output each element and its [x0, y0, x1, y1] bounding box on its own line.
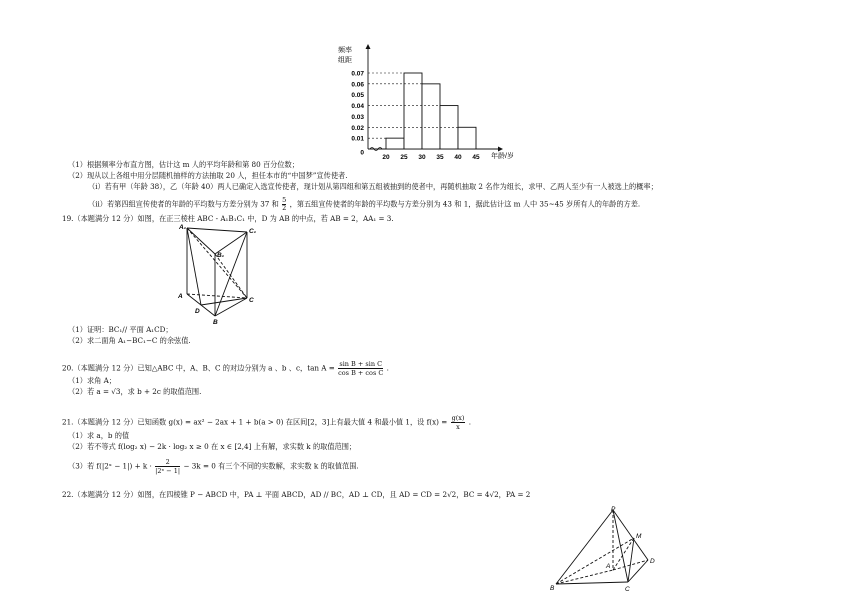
q20-part1: （1）求角 A；: [68, 376, 116, 385]
q19-part1: （1）证明：BC₁// 平面 A₁CD；: [68, 325, 173, 334]
label-C: C: [625, 586, 630, 593]
fraction-denominator: |2ˣ − 1|: [155, 467, 181, 475]
label-B: B: [213, 319, 218, 326]
q18-part2: （2）现从以上各组中用分层随机抽样的方法抽取 20 人，担任本市的“中国梦”宣传使者.: [68, 171, 348, 180]
q21-part1: （1）求 a，b 的值: [68, 431, 130, 440]
x-tick-label: 35: [436, 154, 444, 161]
y-tick-label: 0.06: [351, 81, 364, 89]
fraction-denominator: x: [456, 423, 460, 431]
fraction-numerator: g(x): [451, 414, 465, 422]
label-M: M: [636, 533, 642, 540]
frequency-histogram: [330, 42, 530, 167]
q20-part2: （2）若 a = √3，求 b + 2c 的取值范围.: [68, 387, 202, 396]
x-tick-label: 20: [382, 154, 390, 161]
q18-part2-ii: [88, 197, 640, 212]
fraction-numerator: 2: [155, 458, 180, 467]
q19-stem: 19.（本题满分 12 分）如图，在正三棱柱 ABC - A₁B₁C₁ 中，D 为 AB 的中点，若 AB = 2，AA₁ = 3.: [62, 214, 394, 223]
label-D: D: [650, 558, 655, 565]
q18-part2-ii-text-a: （ii）若第四组宣传使者的年龄的平均数与方差分别为 37 和: [88, 199, 279, 209]
q20-stem-text: 20.（本题满分 12 分）已知△ABC 中，A、B、C 的对边分别为 a 、b 、c，tan A =: [62, 363, 335, 373]
q21-part3: [68, 458, 359, 475]
fraction: [338, 360, 383, 377]
q21-part2: （2）若不等式 f(log₂ x) − 2k · log₂ x ≥ 0 在 x ∈ [2,4] 上有解，求实数 k 的取值范围；: [68, 442, 357, 451]
y-axis-arrow: [366, 44, 371, 49]
fraction-numerator: sin B + sin C: [339, 360, 383, 368]
x-axis-label: 年龄/岁: [491, 153, 514, 160]
label-C: C: [249, 297, 254, 304]
y-tick-label: 0.07: [351, 70, 364, 78]
q18-part2-i: （i）若有甲（年龄 38），乙（年龄 40）两人已确定入选宣传使者，现计划从第四组和第五组被抽到的使者中，再随机抽取 2 名作为组长，求甲、乙两人至少有一人被选上的概率；: [88, 182, 658, 191]
x-axis-arrow: [498, 147, 503, 152]
label-B1: B₁: [217, 252, 224, 259]
histogram-bar: [422, 84, 440, 149]
x-tick-label: 25: [400, 154, 408, 161]
y-tick-label: 0.03: [351, 113, 364, 121]
x-tick-label: 30: [418, 154, 426, 161]
histogram-bar: [404, 73, 422, 149]
y-axis-label-bottom: 组距: [338, 57, 352, 64]
y-tick-label: 0.01: [351, 135, 364, 143]
fraction-denominator: cos B + cos C: [338, 369, 384, 377]
label-P: P: [611, 506, 616, 513]
x-tick-label: 40: [454, 154, 462, 161]
label-A: A: [606, 563, 611, 570]
histogram-bar: [386, 138, 404, 149]
q21-stem-text: 21.（本题满分 12 分）已知函数 g(x) = ax² − 2ax + 1 + b(a > 0) 在区间[2，3]上有最大值 4 和最小值 1，设 f(x) =: [62, 417, 448, 427]
label-C1: C₁: [249, 228, 256, 235]
fraction: [451, 414, 466, 431]
q21-stem: [62, 414, 471, 431]
y-tick-label: 0: [360, 149, 364, 157]
histogram-bar: [458, 127, 476, 149]
q20-stem-end: .: [386, 363, 389, 373]
fraction: [155, 458, 180, 475]
q21-part3-text-a: （3）若 f(|2ˣ − 1|) + k ·: [68, 461, 152, 471]
label-B: B: [550, 585, 555, 592]
y-tick-label: 0.04: [351, 103, 364, 111]
q22-stem: 22.（本题满分 12 分）如图，在四棱锥 P − ABCD 中，PA ⊥ 平面 ABCD，AD // BC，AD ⊥ CD，且 AD = CD = 2√2，BC = 4√2，PA = 2: [62, 490, 531, 499]
q21-part3-text-b: − 3k = 0 有三个不同的实数解，求实数 k 的取值范围.: [183, 461, 359, 471]
fraction-denominator: 2: [282, 204, 287, 212]
y-tick-label: 0.02: [351, 124, 364, 132]
x-tick-label: 45: [472, 154, 480, 161]
label-A: A: [178, 293, 183, 300]
fraction-numerator: 5: [282, 196, 287, 204]
q20-stem: [62, 360, 389, 377]
y-axis-label-top: 频率: [338, 47, 352, 54]
fraction: [282, 197, 286, 212]
q18-part2-ii-text-b: ，第五组宣传使者的年龄的平均数与方差分别为 43 和 1，据此估计这 m 人中 35~45 岁所有人的年龄的方差.: [289, 199, 641, 209]
q21-stem-end: .: [468, 417, 472, 427]
pyramid-figure: [548, 504, 660, 608]
q18-part1: （1）根据频率分布直方图，估计这 m 人的平均年龄和第 80 百分位数；: [68, 160, 299, 169]
q19-part2: （2）求二面角 A₁−BC₁−C 的余弦值.: [68, 336, 191, 345]
label-D: D: [195, 308, 200, 315]
prism-figure: [175, 222, 265, 326]
y-tick-label: 0.05: [351, 92, 364, 100]
label-A1: A₁: [179, 224, 186, 231]
